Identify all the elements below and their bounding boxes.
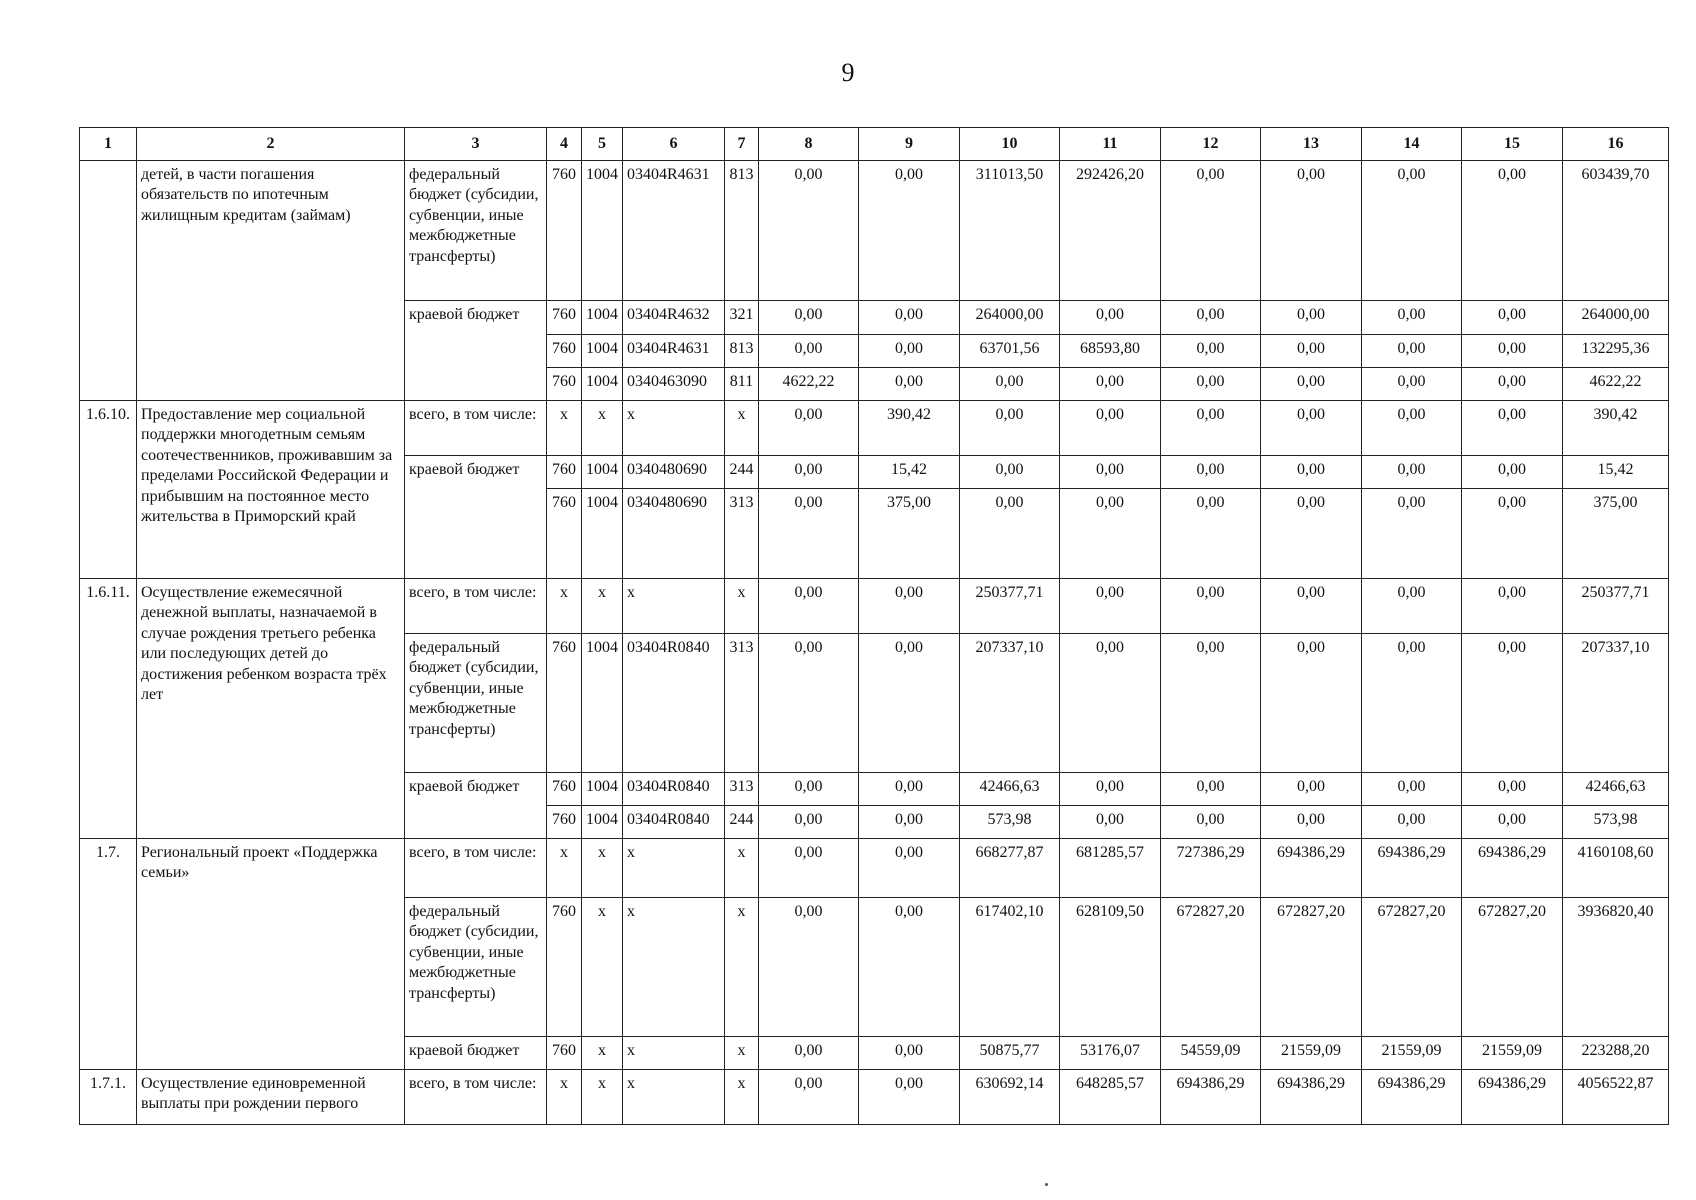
amount-cell: 0,00 [1462,579,1563,634]
code-ministry: 760 [547,301,582,335]
amount-cell: 311013,50 [960,161,1060,301]
code-ministry: x [547,839,582,898]
amount-cell: 0,00 [1362,634,1462,773]
col-header: 3 [405,128,547,161]
code-ministry: 760 [547,368,582,401]
amount-cell: 0,00 [1261,368,1362,401]
table-row [80,839,1669,898]
col-header: 4 [547,128,582,161]
code-section: 1004 [582,634,623,773]
code-expense-type: 321 [725,301,759,335]
amount-cell: 15,42 [1563,456,1669,489]
code-expense-type: x [725,839,759,898]
col-header: 1 [80,128,137,161]
amount-cell: 250377,71 [960,579,1060,634]
code-target-article: x [623,898,725,1037]
funding-source: федеральный бюджет (субсидии, субвенции, иные межбюджетные трансферты) [405,161,547,301]
amount-cell: 0,00 [1261,456,1362,489]
code-target-article: 0340480690 [623,489,725,579]
amount-cell: 0,00 [1060,368,1161,401]
amount-cell: 0,00 [1261,634,1362,773]
amount-cell: 0,00 [1161,401,1261,456]
table-row [80,1070,1669,1125]
code-target-article: 0340463090 [623,368,725,401]
amount-cell: 0,00 [1362,401,1462,456]
code-section: 1004 [582,161,623,301]
amount-cell: 0,00 [1261,401,1362,456]
col-header: 16 [1563,128,1669,161]
code-ministry: 760 [547,806,582,839]
amount-cell: 21559,09 [1261,1037,1362,1070]
amount-cell: 0,00 [1161,368,1261,401]
col-header: 5 [582,128,623,161]
amount-cell: 0,00 [759,1037,859,1070]
code-ministry: 760 [547,773,582,806]
amount-cell: 0,00 [859,898,960,1037]
code-ministry: x [547,579,582,634]
code-target-article: x [623,1037,725,1070]
code-target-article: 03404R4631 [623,161,725,301]
amount-cell: 672827,20 [1161,898,1261,1037]
funding-source: всего, в том числе: [405,401,547,456]
code-target-article: x [623,1070,725,1125]
amount-cell: 0,00 [759,489,859,579]
table-row [80,579,1669,634]
code-target-article: x [623,401,725,456]
amount-cell: 0,00 [1060,401,1161,456]
item-name: Региональный проект «Поддержка семьи» [137,839,405,1070]
code-target-article: x [623,839,725,898]
amount-cell: 53176,07 [1060,1037,1161,1070]
amount-cell: 0,00 [1261,489,1362,579]
code-expense-type: x [725,579,759,634]
amount-cell: 0,00 [1362,773,1462,806]
amount-cell: 292426,20 [1060,161,1161,301]
col-header: 11 [1060,128,1161,161]
amount-cell: 0,00 [759,898,859,1037]
amount-cell: 0,00 [960,401,1060,456]
funding-source: краевой бюджет [405,1037,547,1070]
code-section: 1004 [582,806,623,839]
item-name: Предоставление мер социальной поддержки многодетным семьям соотечественников, проживавшим за пределами Российской Федерации и прибывшим на постоянное место жительства в Приморский край [137,401,405,579]
amount-cell: 0,00 [1161,806,1261,839]
amount-cell: 0,00 [759,401,859,456]
code-section: x [582,1037,623,1070]
code-ministry: x [547,1070,582,1125]
amount-cell: 694386,29 [1362,1070,1462,1125]
amount-cell: 694386,29 [1261,839,1362,898]
code-target-article: 03404R4631 [623,335,725,368]
funding-source: всего, в том числе: [405,839,547,898]
amount-cell: 0,00 [1060,773,1161,806]
amount-cell: 0,00 [859,161,960,301]
amount-cell: 0,00 [1060,301,1161,335]
amount-cell: 0,00 [759,839,859,898]
amount-cell: 603439,70 [1563,161,1669,301]
code-expense-type: 813 [725,335,759,368]
code-section: x [582,579,623,634]
amount-cell: 694386,29 [1161,1070,1261,1125]
code-ministry: 760 [547,335,582,368]
item-number [80,161,137,401]
amount-cell: 630692,14 [960,1070,1060,1125]
code-target-article: x [623,579,725,634]
amount-cell: 0,00 [1462,773,1563,806]
amount-cell: 0,00 [759,335,859,368]
code-target-article: 03404R0840 [623,634,725,773]
code-ministry: 760 [547,489,582,579]
amount-cell: 0,00 [1060,634,1161,773]
funding-source: федеральный бюджет (субсидии, субвенции, иные межбюджетные трансферты) [405,634,547,773]
code-expense-type: 313 [725,634,759,773]
amount-cell: 0,00 [759,579,859,634]
funding-source: краевой бюджет [405,456,547,579]
col-header: 15 [1462,128,1563,161]
item-name: Осуществление ежемесячной денежной выплаты, назначаемой в случае рождения третьего ребенка или последующих детей до достижения ребенком возраста трёх лет [137,579,405,839]
code-ministry: 760 [547,898,582,1037]
amount-cell: 573,98 [960,806,1060,839]
amount-cell: 0,00 [1161,773,1261,806]
amount-cell: 0,00 [1060,579,1161,634]
amount-cell: 0,00 [1161,579,1261,634]
amount-cell: 0,00 [859,579,960,634]
code-section: 1004 [582,301,623,335]
amount-cell: 694386,29 [1462,839,1563,898]
col-header: 6 [623,128,725,161]
funding-source: краевой бюджет [405,301,547,401]
amount-cell: 0,00 [859,1037,960,1070]
table-row [80,161,1669,301]
amount-cell: 0,00 [759,773,859,806]
amount-cell: 15,42 [859,456,960,489]
amount-cell: 727386,29 [1161,839,1261,898]
amount-cell: 672827,20 [1261,898,1362,1037]
amount-cell: 0,00 [960,456,1060,489]
amount-cell: 264000,00 [1563,301,1669,335]
amount-cell: 375,00 [1563,489,1669,579]
amount-cell: 672827,20 [1462,898,1563,1037]
table-row [80,401,1669,456]
code-expense-type: x [725,401,759,456]
amount-cell: 0,00 [1261,335,1362,368]
amount-cell: 694386,29 [1462,1070,1563,1125]
code-ministry: 760 [547,1037,582,1070]
code-section: x [582,401,623,456]
amount-cell: 0,00 [1462,456,1563,489]
code-expense-type: 811 [725,368,759,401]
code-ministry: x [547,401,582,456]
amount-cell: 0,00 [859,1070,960,1125]
amount-cell: 0,00 [1161,634,1261,773]
amount-cell: 4056522,87 [1563,1070,1669,1125]
amount-cell: 132295,36 [1563,335,1669,368]
amount-cell: 0,00 [1362,368,1462,401]
col-header: 2 [137,128,405,161]
amount-cell: 223288,20 [1563,1037,1669,1070]
amount-cell: 0,00 [1060,489,1161,579]
amount-cell: 668277,87 [960,839,1060,898]
amount-cell: 50875,77 [960,1037,1060,1070]
scan-dot [1045,1183,1048,1186]
amount-cell: 207337,10 [1563,634,1669,773]
amount-cell: 0,00 [1362,456,1462,489]
amount-cell: 54559,09 [1161,1037,1261,1070]
amount-cell: 0,00 [859,773,960,806]
code-section: x [582,839,623,898]
amount-cell: 0,00 [759,456,859,489]
code-section: x [582,1070,623,1125]
code-ministry: 760 [547,634,582,773]
code-ministry: 760 [547,456,582,489]
amount-cell: 390,42 [859,401,960,456]
code-section: 1004 [582,773,623,806]
amount-cell: 0,00 [1161,489,1261,579]
code-expense-type: x [725,1037,759,1070]
amount-cell: 4622,22 [1563,368,1669,401]
page-number: 9 [841,58,855,87]
amount-cell: 0,00 [1161,335,1261,368]
amount-cell: 0,00 [859,335,960,368]
amount-cell: 0,00 [759,1070,859,1125]
amount-cell: 0,00 [1462,806,1563,839]
amount-cell: 0,00 [759,301,859,335]
code-section: 1004 [582,368,623,401]
code-expense-type: 244 [725,456,759,489]
item-number: 1.6.11. [80,579,137,839]
amount-cell: 0,00 [960,489,1060,579]
code-expense-type: 313 [725,773,759,806]
amount-cell: 694386,29 [1362,839,1462,898]
item-name: Осуществление единовременной выплаты при рождении первого [137,1070,405,1125]
item-number: 1.6.10. [80,401,137,579]
amount-cell: 648285,57 [1060,1070,1161,1125]
code-expense-type: 244 [725,806,759,839]
code-section: 1004 [582,335,623,368]
amount-cell: 617402,10 [960,898,1060,1037]
funding-source: федеральный бюджет (субсидии, субвенции, иные межбюджетные трансферты) [405,898,547,1037]
code-ministry: 760 [547,161,582,301]
amount-cell: 694386,29 [1261,1070,1362,1125]
amount-cell: 4622,22 [759,368,859,401]
item-number: 1.7. [80,839,137,1070]
amount-cell: 0,00 [1362,161,1462,301]
amount-cell: 0,00 [859,634,960,773]
amount-cell: 0,00 [1261,773,1362,806]
amount-cell: 0,00 [759,634,859,773]
col-header: 14 [1362,128,1462,161]
code-section: 1004 [582,489,623,579]
amount-cell: 207337,10 [960,634,1060,773]
amount-cell: 390,42 [1563,401,1669,456]
amount-cell: 681285,57 [1060,839,1161,898]
amount-cell: 573,98 [1563,806,1669,839]
code-target-article: 0340480690 [623,456,725,489]
amount-cell: 4160108,60 [1563,839,1669,898]
amount-cell: 21559,09 [1362,1037,1462,1070]
amount-cell: 0,00 [759,806,859,839]
funding-source: краевой бюджет [405,773,547,839]
col-header: 7 [725,128,759,161]
item-number: 1.7.1. [80,1070,137,1125]
amount-cell: 0,00 [1161,456,1261,489]
amount-cell: 0,00 [1261,161,1362,301]
amount-cell: 0,00 [1261,579,1362,634]
code-target-article: 03404R4632 [623,301,725,335]
amount-cell: 0,00 [859,368,960,401]
col-header: 8 [759,128,859,161]
item-name: детей, в части погашения обязательств по ипотечным жилищным кредитам (займам) [137,161,405,401]
amount-cell: 0,00 [1462,335,1563,368]
amount-cell: 21559,09 [1462,1037,1563,1070]
amount-cell: 0,00 [859,301,960,335]
amount-cell: 250377,71 [1563,579,1669,634]
amount-cell: 0,00 [1060,806,1161,839]
amount-cell: 0,00 [1462,368,1563,401]
code-target-article: 03404R0840 [623,773,725,806]
header-row [80,128,1669,161]
amount-cell: 63701,56 [960,335,1060,368]
amount-cell: 0,00 [1161,301,1261,335]
amount-cell: 0,00 [1362,579,1462,634]
amount-cell: 0,00 [1362,489,1462,579]
amount-cell: 0,00 [1261,301,1362,335]
amount-cell: 0,00 [1462,401,1563,456]
amount-cell: 0,00 [1362,806,1462,839]
code-expense-type: 813 [725,161,759,301]
amount-cell: 0,00 [859,839,960,898]
amount-cell: 0,00 [1362,301,1462,335]
amount-cell: 68593,80 [1060,335,1161,368]
funding-source: всего, в том числе: [405,579,547,634]
budget-table [79,127,1669,1125]
amount-cell: 42466,63 [960,773,1060,806]
code-section: x [582,898,623,1037]
amount-cell: 0,00 [1060,456,1161,489]
code-target-article: 03404R0840 [623,806,725,839]
amount-cell: 0,00 [1462,161,1563,301]
amount-cell: 3936820,40 [1563,898,1669,1037]
amount-cell: 0,00 [1161,161,1261,301]
amount-cell: 0,00 [1261,806,1362,839]
code-expense-type: x [725,898,759,1037]
code-expense-type: x [725,1070,759,1125]
amount-cell: 375,00 [859,489,960,579]
amount-cell: 0,00 [960,368,1060,401]
amount-cell: 264000,00 [960,301,1060,335]
amount-cell: 628109,50 [1060,898,1161,1037]
amount-cell: 0,00 [1462,301,1563,335]
funding-source: всего, в том числе: [405,1070,547,1125]
code-section: 1004 [582,456,623,489]
code-expense-type: 313 [725,489,759,579]
amount-cell: 42466,63 [1563,773,1669,806]
amount-cell: 672827,20 [1362,898,1462,1037]
col-header: 13 [1261,128,1362,161]
col-header: 9 [859,128,960,161]
amount-cell: 0,00 [1462,489,1563,579]
amount-cell: 0,00 [859,806,960,839]
amount-cell: 0,00 [1462,634,1563,773]
col-header: 10 [960,128,1060,161]
amount-cell: 0,00 [1362,335,1462,368]
col-header: 12 [1161,128,1261,161]
amount-cell: 0,00 [759,161,859,301]
